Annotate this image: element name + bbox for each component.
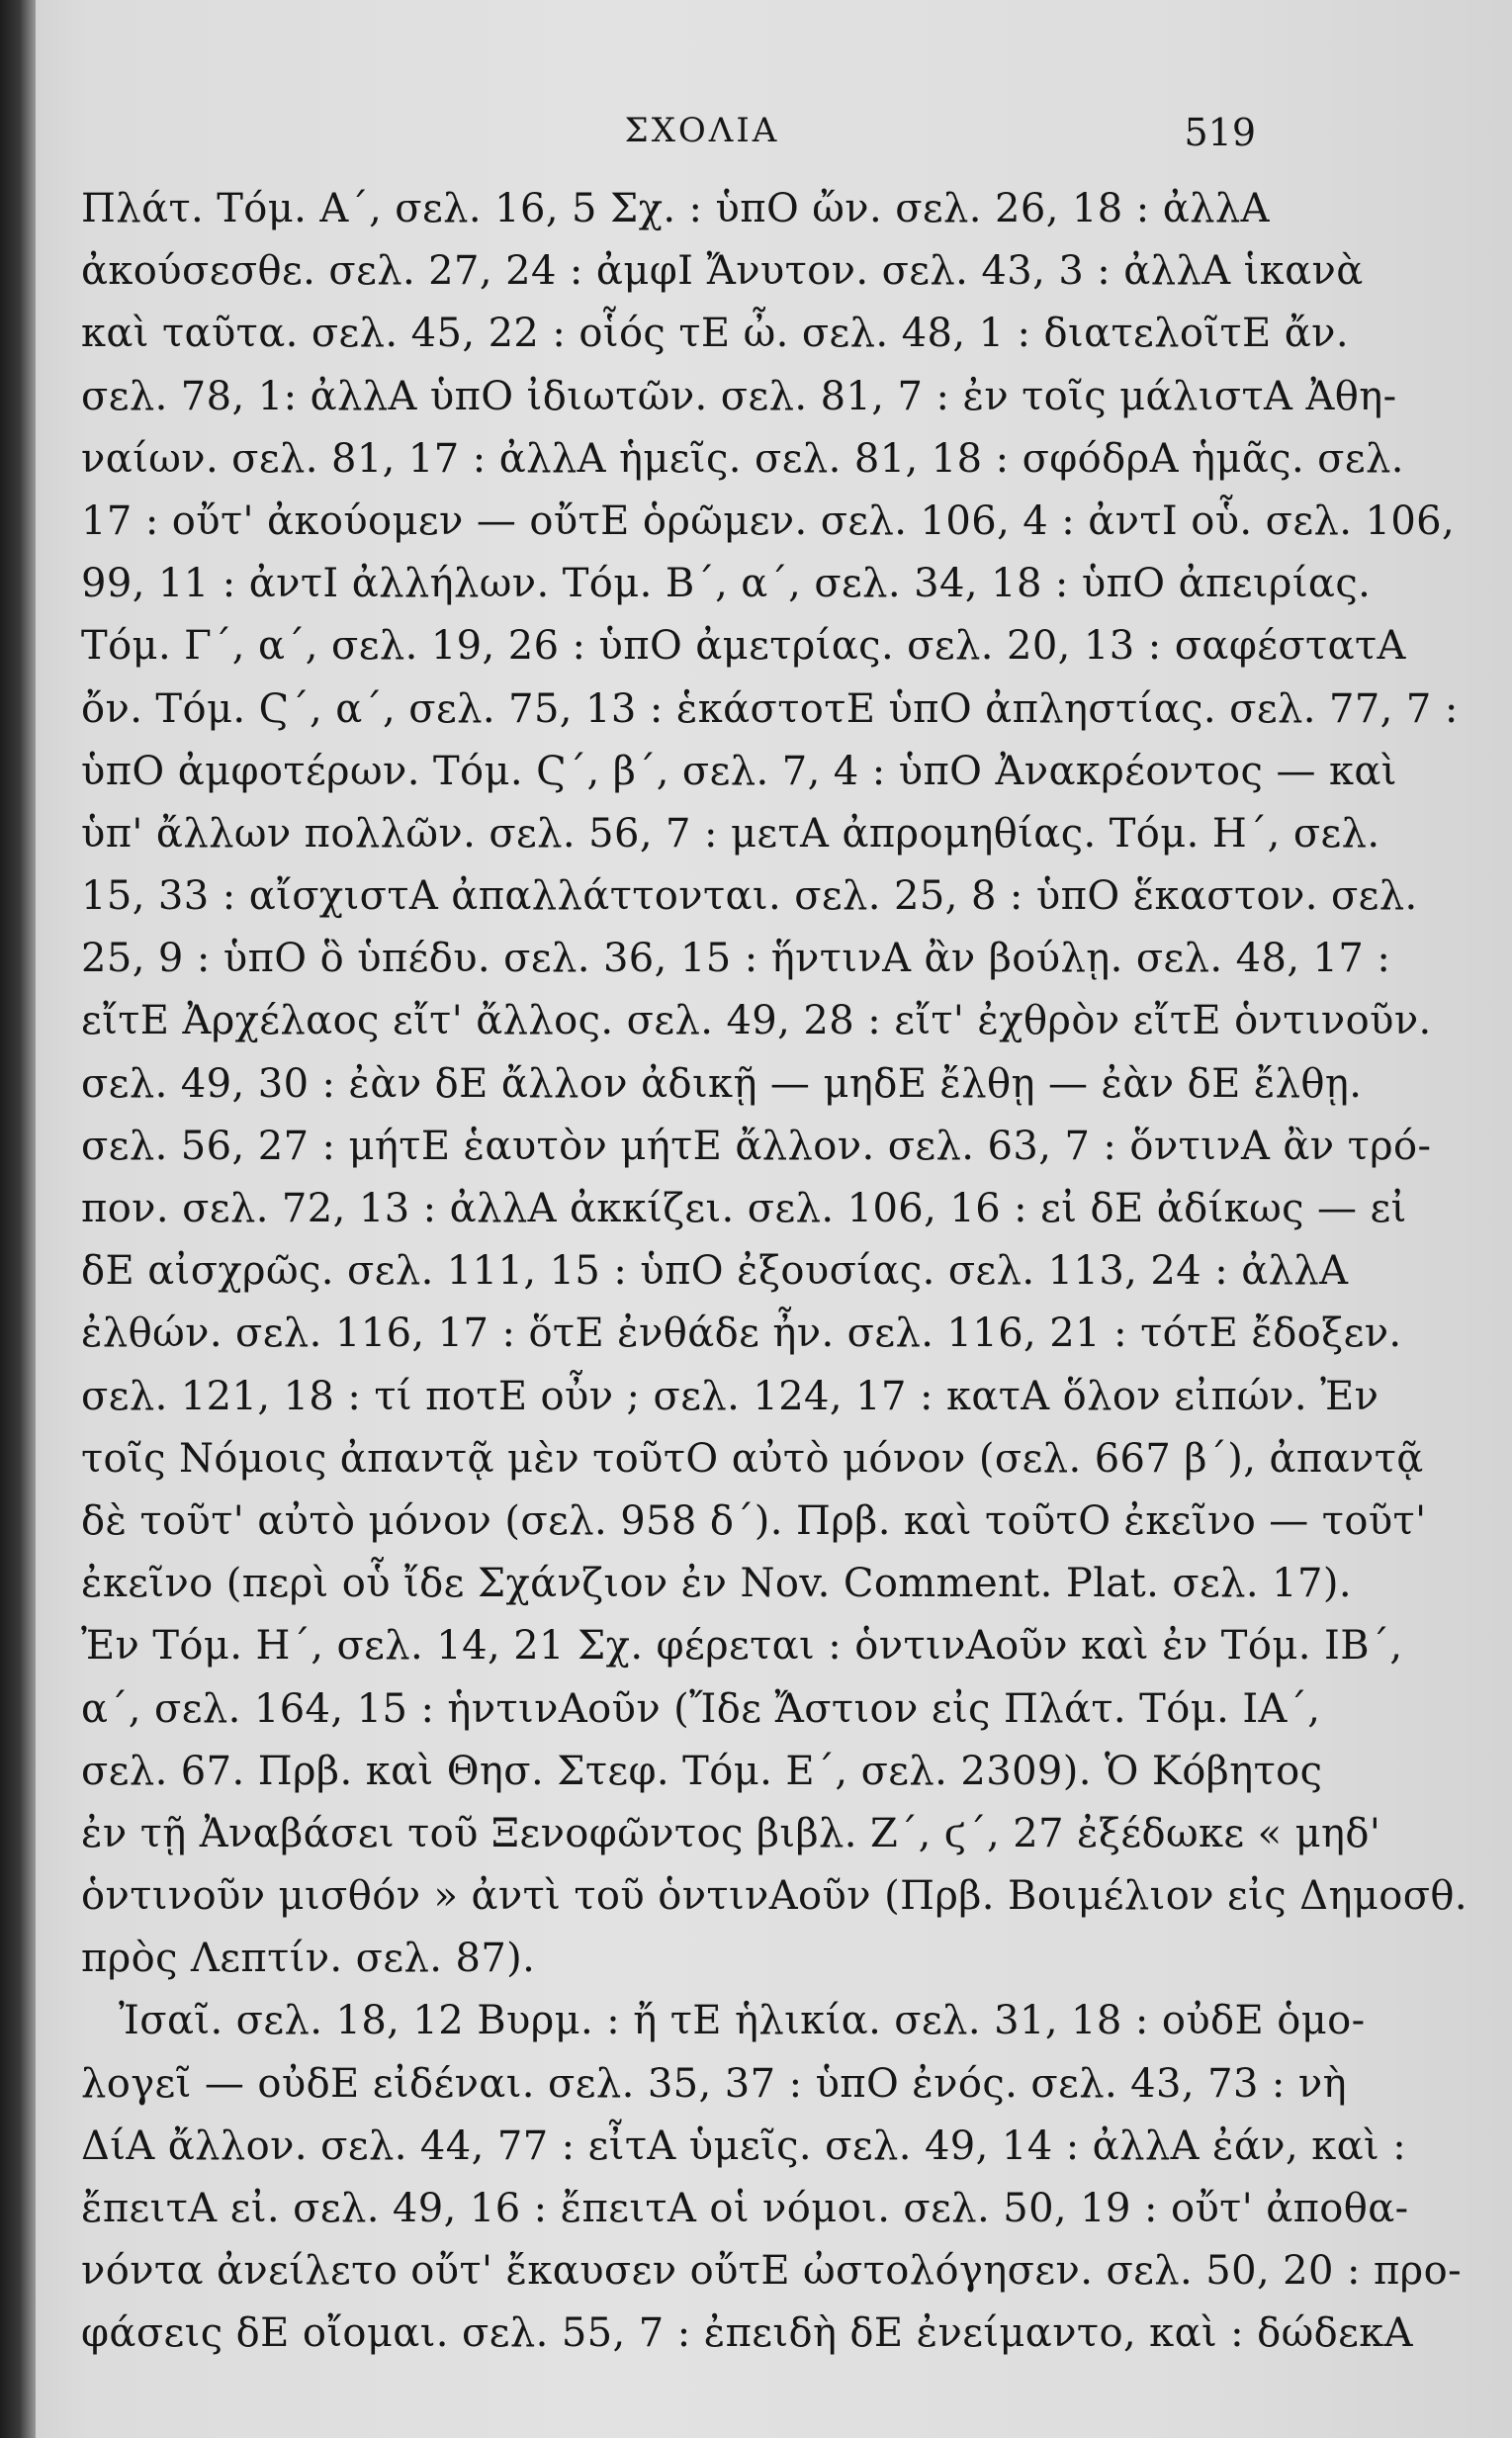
text-line: ΔίΑ ἄλλον. σελ. 44, 77 : εἶτΑ ὑμεῖς. σελ. 49, 14 : ἀλλΑ ἐάν, καὶ :	[81, 2122, 1407, 2169]
text-line: πον. σελ. 72, 13 : ἀλλΑ ἀκκίζει. σελ. 106, 16 : εἰ δΕ ἀδίκως — εἰ	[81, 1186, 1407, 1231]
text-line: ἔπειτΑ εἰ. σελ. 49, 16 : ἔπειτΑ οἱ νόμοι. σελ. 50, 19 : οὔτ' ἀποθα-	[81, 2186, 1409, 2231]
text-line: δΕ αἰσχρῶς. σελ. 111, 15 : ὑπΟ ἐξουσίας. σελ. 113, 24 : ἀλλΑ	[81, 1248, 1349, 1295]
text-line: 99, 11 : ἀντΙ ἀλλήλων. Τόμ. Β΄, α΄, σελ. 34, 18 : ὑπΟ ἀπειρίας.	[81, 561, 1372, 607]
text-line: σελ. 49, 30 : ἐὰν δΕ ἄλλον ἀδικῇ — μηδΕ ἔλθῃ — ἐὰν δΕ ἔλθῃ.	[81, 1060, 1363, 1107]
paragraph-start-line: Ἰσαῖ. σελ. 18, 12 Βυρμ. : ἤ τΕ ἡλικία. σελ. 31, 18 : οὐδΕ ὁμο-	[119, 1998, 1366, 2044]
text-line: Ἐν Τόμ. Η΄, σελ. 14, 21 Σχ. φέρεται : ὁντινΑοῦν καὶ ἐν Τόμ. ΙΒ΄,	[81, 1623, 1403, 1670]
text-line: ἀκούσεσθε. σελ. 27, 24 : ἀμφΙ Ἄνυτον. σελ. 43, 3 : ἀλλΑ ἱκανὰ	[81, 248, 1364, 295]
text-line: νόντα ἀνείλετο οὔτ' ἔκαυσεν οὔτΕ ὠστολόγησεν. σελ. 50, 20 : προ-	[81, 2248, 1462, 2295]
commentary-text	[81, 178, 1468, 2366]
text-line: α΄, σελ. 164, 15 : ἡντινΑοῦν (Ἴδε Ἄστιον εἰς Πλάτ. Τόμ. ΙΑ΄,	[81, 1685, 1321, 1732]
text-line: Πλάτ. Τόμ. Α΄, σελ. 16, 5 Σχ. : ὑπΟ ὤν. σελ. 26, 18 : ἀλλΑ	[81, 186, 1270, 231]
text-line: τοῖς Νόμοις ἀπαντᾷ μὲν τοῦτΟ αὐτὸ μόνον (σελ. 667 β΄), ἀπαντᾷ	[81, 1435, 1424, 1482]
text-line: ἐλθών. σελ. 116, 17 : ὅτΕ ἐνθάδε ἦν. σελ. 116, 21 : τότΕ ἔδοξεν.	[81, 1310, 1402, 1357]
book-spine-shadow	[0, 0, 36, 2438]
text-line: πρὸς Λεπτίν. σελ. 87).	[81, 1936, 536, 1982]
page-number: 519	[1184, 111, 1256, 154]
text-line: ὁντινοῦν μισθόν » ἀντὶ τοῦ ὁντινΑοῦν (Πρβ. Βοιμέλιον εἰς Δημοσθ.	[81, 1873, 1468, 1920]
running-title: ΣΧΟΛΙΑ	[624, 111, 780, 150]
text-line: ἐν τῇ Ἀναβάσει τοῦ Ξενοφῶντος βιβλ. Ζ΄, ϛ΄, 27 ἐξέδωκε « μηδ'	[81, 1810, 1381, 1856]
text-line: ὑπ' ἄλλων πολλῶν. σελ. 56, 7 : μετΑ ἀπρομηθίας. Τόμ. Η΄, σελ.	[81, 810, 1380, 857]
text-line: εἴτΕ Ἀρχέλαος εἴτ' ἄλλος. σελ. 49, 28 : εἴτ' ἐχθρὸν εἴτΕ ὁντινοῦν.	[81, 998, 1432, 1044]
text-line: ὄν. Τόμ. Ϛ΄, α΄, σελ. 75, 13 : ἑκάστοτΕ ὑπΟ ἀπληστίας. σελ. 77, 7 :	[81, 685, 1459, 732]
text-line: φάσεις δΕ οἴομαι. σελ. 55, 7 : ἐπειδὴ δΕ ἐνείμαντο, καὶ : δώδεκΑ	[81, 2310, 1413, 2357]
text-line: σελ. 121, 18 : τί ποτΕ οὖν ; σελ. 124, 17 : κατΑ ὅλον εἰπών. Ἐν	[81, 1373, 1379, 1419]
text-line: ὑπΟ ἀμφοτέρων. Τόμ. Ϛ΄, β΄, σελ. 7, 4 : ὑπΟ Ἀνακρέοντος — καὶ	[81, 748, 1397, 794]
page-header	[148, 111, 1256, 160]
text-line: σελ. 67. Πρβ. καὶ Θησ. Στεφ. Τόμ. Ε΄, σελ. 2309). Ὁ Κόβητος	[81, 1748, 1323, 1794]
text-line: σελ. 78, 1: ἀλλΑ ὑπΟ ἰδιωτῶν. σελ. 81, 7 : ἐν τοῖς μάλιστΑ Ἀθη-	[81, 373, 1397, 419]
text-line: ἐκεῖνο (περὶ οὗ ἴδε Σχάνζιον ἐν Nov. Comment. Plat. σελ. 17).	[81, 1561, 1352, 1607]
text-line: λογεῖ — οὐδΕ εἰδέναι. σελ. 35, 37 : ὑπΟ ἐνός. σελ. 43, 73 : νὴ	[81, 2060, 1347, 2107]
text-line: 17 : οὔτ' ἀκούομεν — οὔτΕ ὁρῶμεν. σελ. 106, 4 : ἀντΙ οὗ. σελ. 106,	[81, 497, 1456, 544]
text-line: σελ. 56, 27 : μήτΕ ἑαυτὸν μήτΕ ἄλλον. σελ. 63, 7 : ὅντινΑ ἂν τρό-	[81, 1123, 1432, 1169]
text-line: δὲ τοῦτ' αὐτὸ μόνον (σελ. 958 δ΄). Πρβ. καὶ τοῦτΟ ἐκεῖνο — τοῦτ'	[81, 1497, 1427, 1544]
text-line: ναίων. σελ. 81, 17 : ἀλλΑ ἡμεῖς. σελ. 81, 18 : σφόδρΑ ἡμᾶς. σελ.	[81, 435, 1404, 482]
text-line: 25, 9 : ὑπΟ ὃ ὑπέδυ. σελ. 36, 15 : ἥντινΑ ἂν βούλῃ. σελ. 48, 17 :	[81, 936, 1391, 982]
text-line: Τόμ. Γ΄, α΄, σελ. 19, 26 : ὑπΟ ἀμετρίας. σελ. 20, 13 : σαφέστατΑ	[81, 623, 1406, 670]
text-line: καὶ ταῦτα. σελ. 45, 22 : οἷός τΕ ὦ. σελ. 48, 1 : διατελοῖτΕ ἄν.	[81, 311, 1349, 357]
text-line: 15, 33 : αἴσχιστΑ ἀπαλλάττονται. σελ. 25, 8 : ὑπΟ ἕκαστον. σελ.	[81, 873, 1418, 920]
